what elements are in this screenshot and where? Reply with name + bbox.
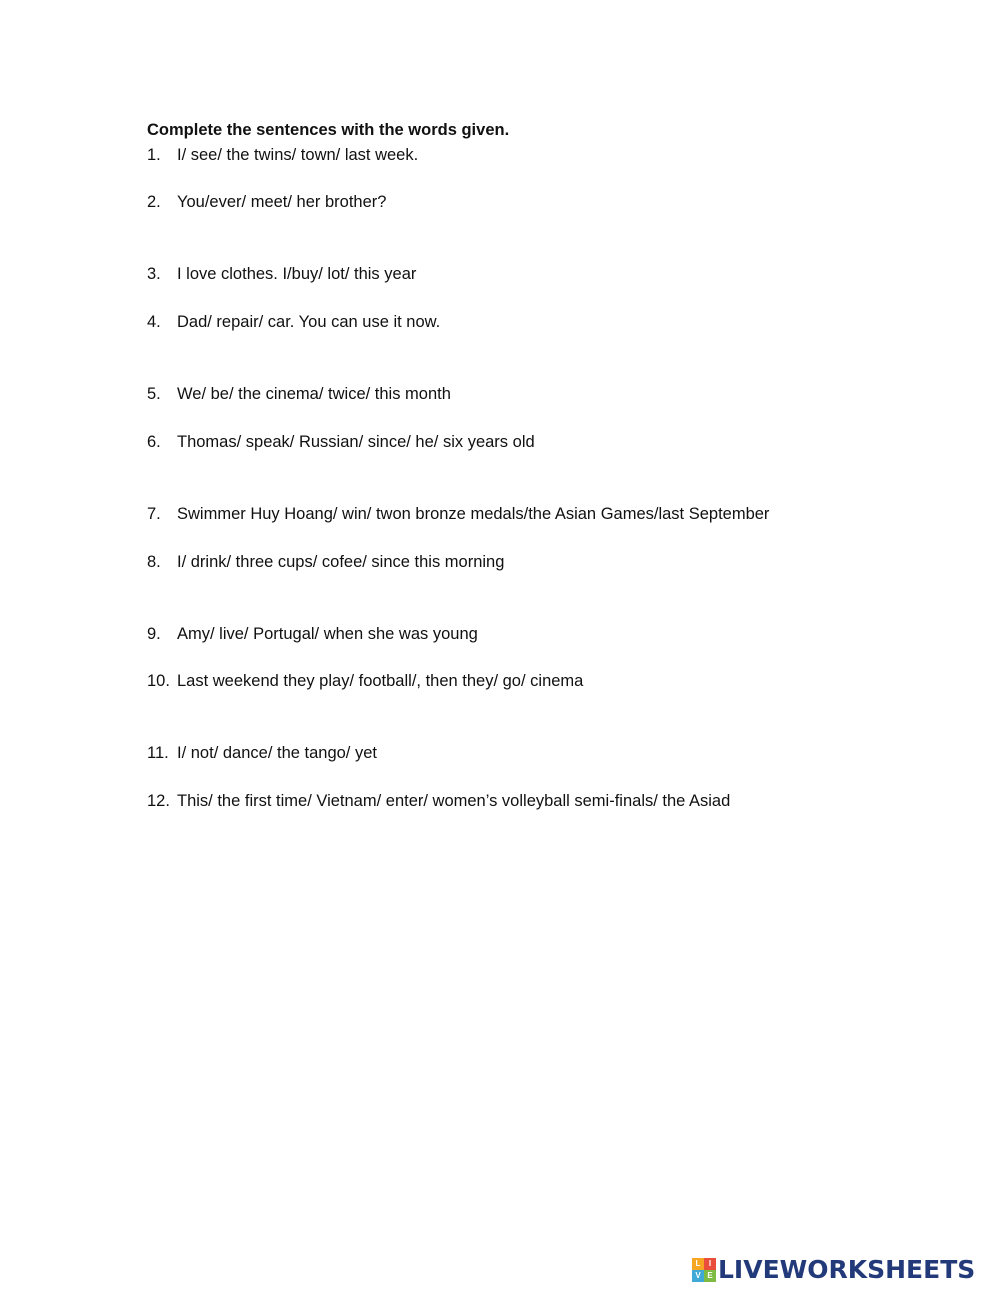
item-number: 5. [147,385,161,403]
sentence-item-11 [147,743,377,763]
item-text: I love clothes. I/buy/ lot/ this year [177,265,417,283]
item-number: 4. [147,313,161,331]
liveworksheets-logo[interactable] [692,1256,975,1284]
liveworksheets-logo-icon [692,1258,716,1282]
sentence-item-10 [147,671,583,691]
item-number: 8. [147,553,161,571]
liveworksheets-logo-text: LIVEWORKSHEETS [718,1255,976,1284]
sentence-item-1 [147,145,418,165]
item-number: 6. [147,433,161,451]
item-text: This/ the first time/ Vietnam/ enter/ women’s volleyball semi-finals/ the Asiad [177,792,731,810]
item-number: 2. [147,193,161,211]
logo-mark-letter-l: L [692,1258,704,1270]
item-number: 1. [147,146,161,164]
sentence-item-8 [147,552,504,572]
logo-mark-letter-v: V [692,1270,704,1282]
item-text: You/ever/ meet/ her brother? [177,193,387,211]
logo-mark-letter-i: I [704,1258,716,1270]
item-number: 9. [147,625,161,643]
item-number: 11. [147,744,169,762]
item-text: Swimmer Huy Hoang/ win/ twon bronze medals/the Asian Games/last September [177,505,770,523]
item-text: I/ drink/ three cups/ cofee/ since this morning [177,553,505,571]
item-text: We/ be/ the cinema/ twice/ this month [177,385,451,403]
sentence-item-9 [147,624,478,644]
item-number: 10. [147,672,170,690]
sentence-item-3 [147,264,416,284]
item-text: Thomas/ speak/ Russian/ since/ he/ six years old [177,433,535,451]
sentence-item-7 [147,504,769,524]
item-text: Last weekend they play/ football/, then they/ go/ cinema [177,672,584,690]
item-text: Amy/ live/ Portugal/ when she was young [177,625,478,643]
item-number: 3. [147,265,161,283]
sentence-item-2 [147,192,386,212]
logo-mark-letter-e: E [704,1270,716,1282]
item-number: 12. [147,792,170,810]
sentence-item-4 [147,312,440,332]
worksheet-heading: Complete the sentences with the words given. [147,121,510,139]
item-number: 7. [147,505,161,523]
sentence-item-12 [147,791,730,811]
sentence-item-5 [147,384,451,404]
item-text: Dad/ repair/ car. You can use it now. [177,313,441,331]
item-text: I/ see/ the twins/ town/ last week. [177,146,419,164]
sentence-item-6 [147,432,535,452]
item-text: I/ not/ dance/ the tango/ yet [177,744,377,762]
